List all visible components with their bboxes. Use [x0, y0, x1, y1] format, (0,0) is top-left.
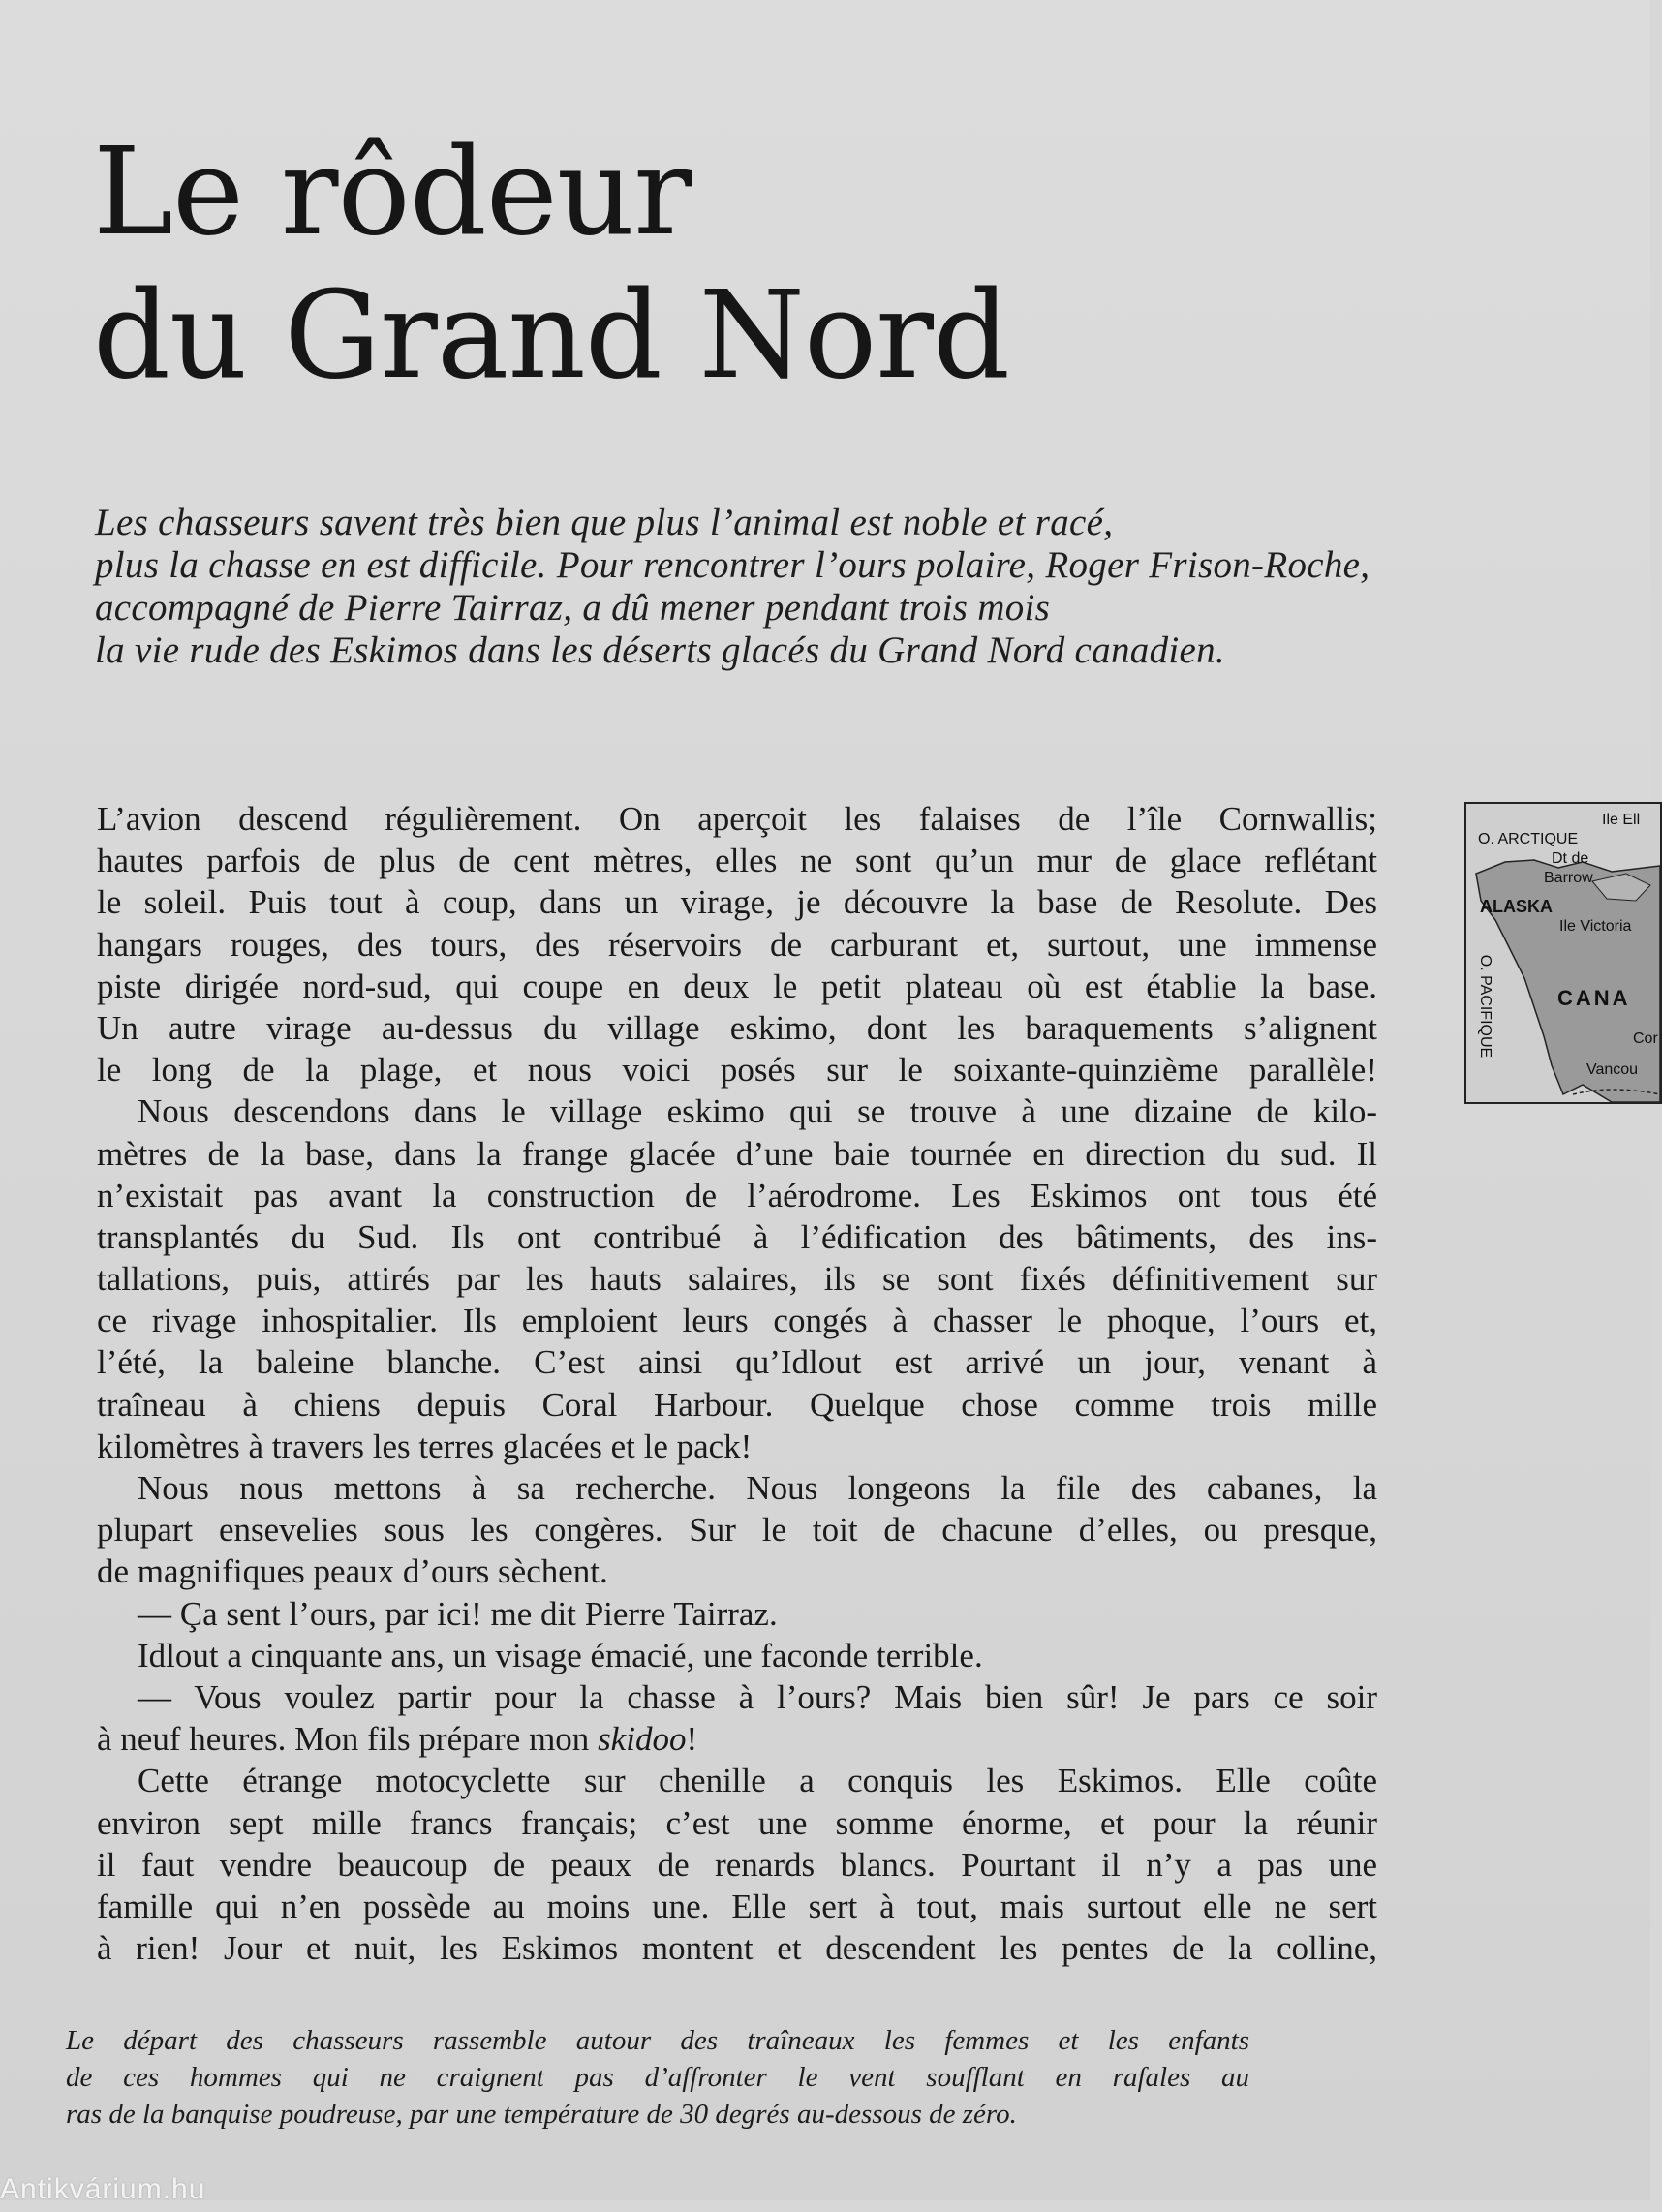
page-title: [93, 121, 1009, 408]
body-line: traîneau à chiens depuis Coral Harbour. Quelque chose comme trois mille: [97, 1385, 1377, 1424]
body-line: plupart ensevelies sous les congères. Sur le toit de chacune d’elles, ou presque,: [97, 1511, 1377, 1550]
body-line: — Vous voulez partir pour la chasse à l’ours? Mais bien sûr! Je pars ce soir: [138, 1677, 1377, 1716]
body-line: Idlout a cinquante ans, un visage émacié, une faconde terrible.: [138, 1636, 983, 1674]
body-line: le soleil. Puis tout à coup, dans un virage, je découvre la base de Resolute. Des: [97, 883, 1377, 922]
body-line: environ sept mille francs français; c’est une somme énorme, et pour la réunir: [97, 1803, 1377, 1842]
body-line: hangars rouges, des tours, des réservoirs de carburant et, surtout, une immense: [97, 925, 1377, 964]
body-line: de magnifiques peaux d’ours sèchent.: [97, 1552, 608, 1591]
title-line-2: du Grand Nord: [93, 265, 1010, 406]
body-line: n’existait pas avant la construction de l’aérodrome. Les Eskimos ont tous été: [97, 1176, 1377, 1214]
map-label: CANA: [1557, 986, 1631, 1010]
watermark: Antikvárium.hu: [0, 2173, 206, 2205]
punctuation: !: [686, 1720, 698, 1759]
article-body: [97, 798, 1377, 1969]
intro-line: accompagné de Pierre Tairraz, a dû mener pendant trois mois: [95, 587, 1051, 629]
body-text: à neuf heures. Mon fils prépare mon: [97, 1720, 590, 1759]
caption-line: de ces hommes qui ne craignent pas d’affronter le vent soufflant en rafales au: [66, 2062, 1249, 2093]
map-label: Cor: [1633, 1030, 1658, 1047]
map-label: ALASKA: [1480, 897, 1553, 916]
body-line: — Ça sent l’ours, par ici! me dit Pierre Tairraz.: [138, 1594, 778, 1633]
map-label: Ile Ell: [1602, 812, 1641, 828]
intro-line: Les chasseurs savent très bien que plus l’animal est noble et racé,: [95, 502, 1114, 543]
body-line: Nous nous mettons à sa recherche. Nous longeons la file des cabanes, la: [138, 1469, 1377, 1507]
map-label: Barrow: [1544, 870, 1593, 886]
italic-word: skidoo: [598, 1720, 687, 1759]
map-graphic: [1466, 804, 1660, 1102]
body-line: hautes parfois de plus de cent mètres, elles ne sont qu’un mur de glace reflétant: [97, 842, 1377, 880]
map-label: Dt de: [1552, 850, 1589, 867]
map-label: Ile Victoria: [1559, 918, 1632, 935]
caption-line: ras de la banquise poudreuse, par une température de 30 degrés au-dessous de zéro.: [66, 2099, 1017, 2130]
body-line: famille qui n’en possède au moins une. Elle sert à tout, mais surtout elle ne sert: [97, 1887, 1377, 1925]
body-line: l’été, la baleine blanche. C’est ainsi qu’Idlout est arrivé un jour, venant à: [97, 1343, 1377, 1382]
inset-map: [1464, 802, 1662, 1104]
photo-caption: [66, 2022, 1249, 2133]
body-line: Un autre virage au-dessus du village eskimo, dont les baraquements s’alignent: [97, 1008, 1377, 1047]
body-line: ce rivage inhospitalier. Ils emploient leurs congés à chasser le phoque, l’ours et,: [97, 1302, 1377, 1340]
title-line-1: Le rôdeur: [93, 122, 691, 262]
body-line: le long de la plage, et nous voici posés sur le soixante-quinzième parallèle!: [97, 1051, 1377, 1090]
map-label: Vancou: [1586, 1061, 1639, 1078]
body-line: Nous descendons dans le village eskimo qui se trouve à une dizaine de kilo-: [138, 1092, 1377, 1131]
body-line: transplantés du Sud. Ils ont contribué à l’édification des bâtiments, des ins-: [97, 1217, 1377, 1256]
map-label: O. ARCTIQUE: [1478, 831, 1579, 847]
map-label: O. PACIFIQUE: [1477, 954, 1494, 1059]
body-line: piste dirigée nord-sud, qui coupe en deux le petit plateau où est établie la base.: [97, 967, 1377, 1005]
body-line: Cette étrange motocyclette sur chenille a conquis les Eskimos. Elle coûte: [138, 1762, 1377, 1800]
body-line: mètres de la base, dans la frange glacée d’une baie tournée en direction du sud. Il: [97, 1134, 1377, 1173]
intro-paragraph: [95, 502, 1606, 672]
caption-line: Le départ des chasseurs rassemble autour des traîneaux les femmes et les enfants: [66, 2025, 1249, 2056]
body-line: il faut vendre beaucoup de peaux de renards blancs. Pourtant il n’y a pas une: [97, 1845, 1377, 1884]
body-line: L’avion descend régulièrement. On aperçoit les falaises de l’île Cornwallis;: [97, 800, 1377, 838]
body-line: à rien! Jour et nuit, les Eskimos montent et descendent les pentes de la colline,: [97, 1929, 1377, 1968]
body-line-with-italic: [97, 1718, 1377, 1760]
intro-line: la vie rude des Eskimos dans les déserts glacés du Grand Nord canadien.: [95, 630, 1225, 671]
body-line: kilomètres à travers les terres glacées et le pack!: [97, 1427, 753, 1465]
intro-line: plus la chasse en est difficile. Pour rencontrer l’ours polaire, Roger Frison-Roche,: [95, 544, 1370, 586]
body-line: tallations, puis, attirés par les hauts salaires, ils se sont fixés définitivement sur: [97, 1260, 1377, 1299]
